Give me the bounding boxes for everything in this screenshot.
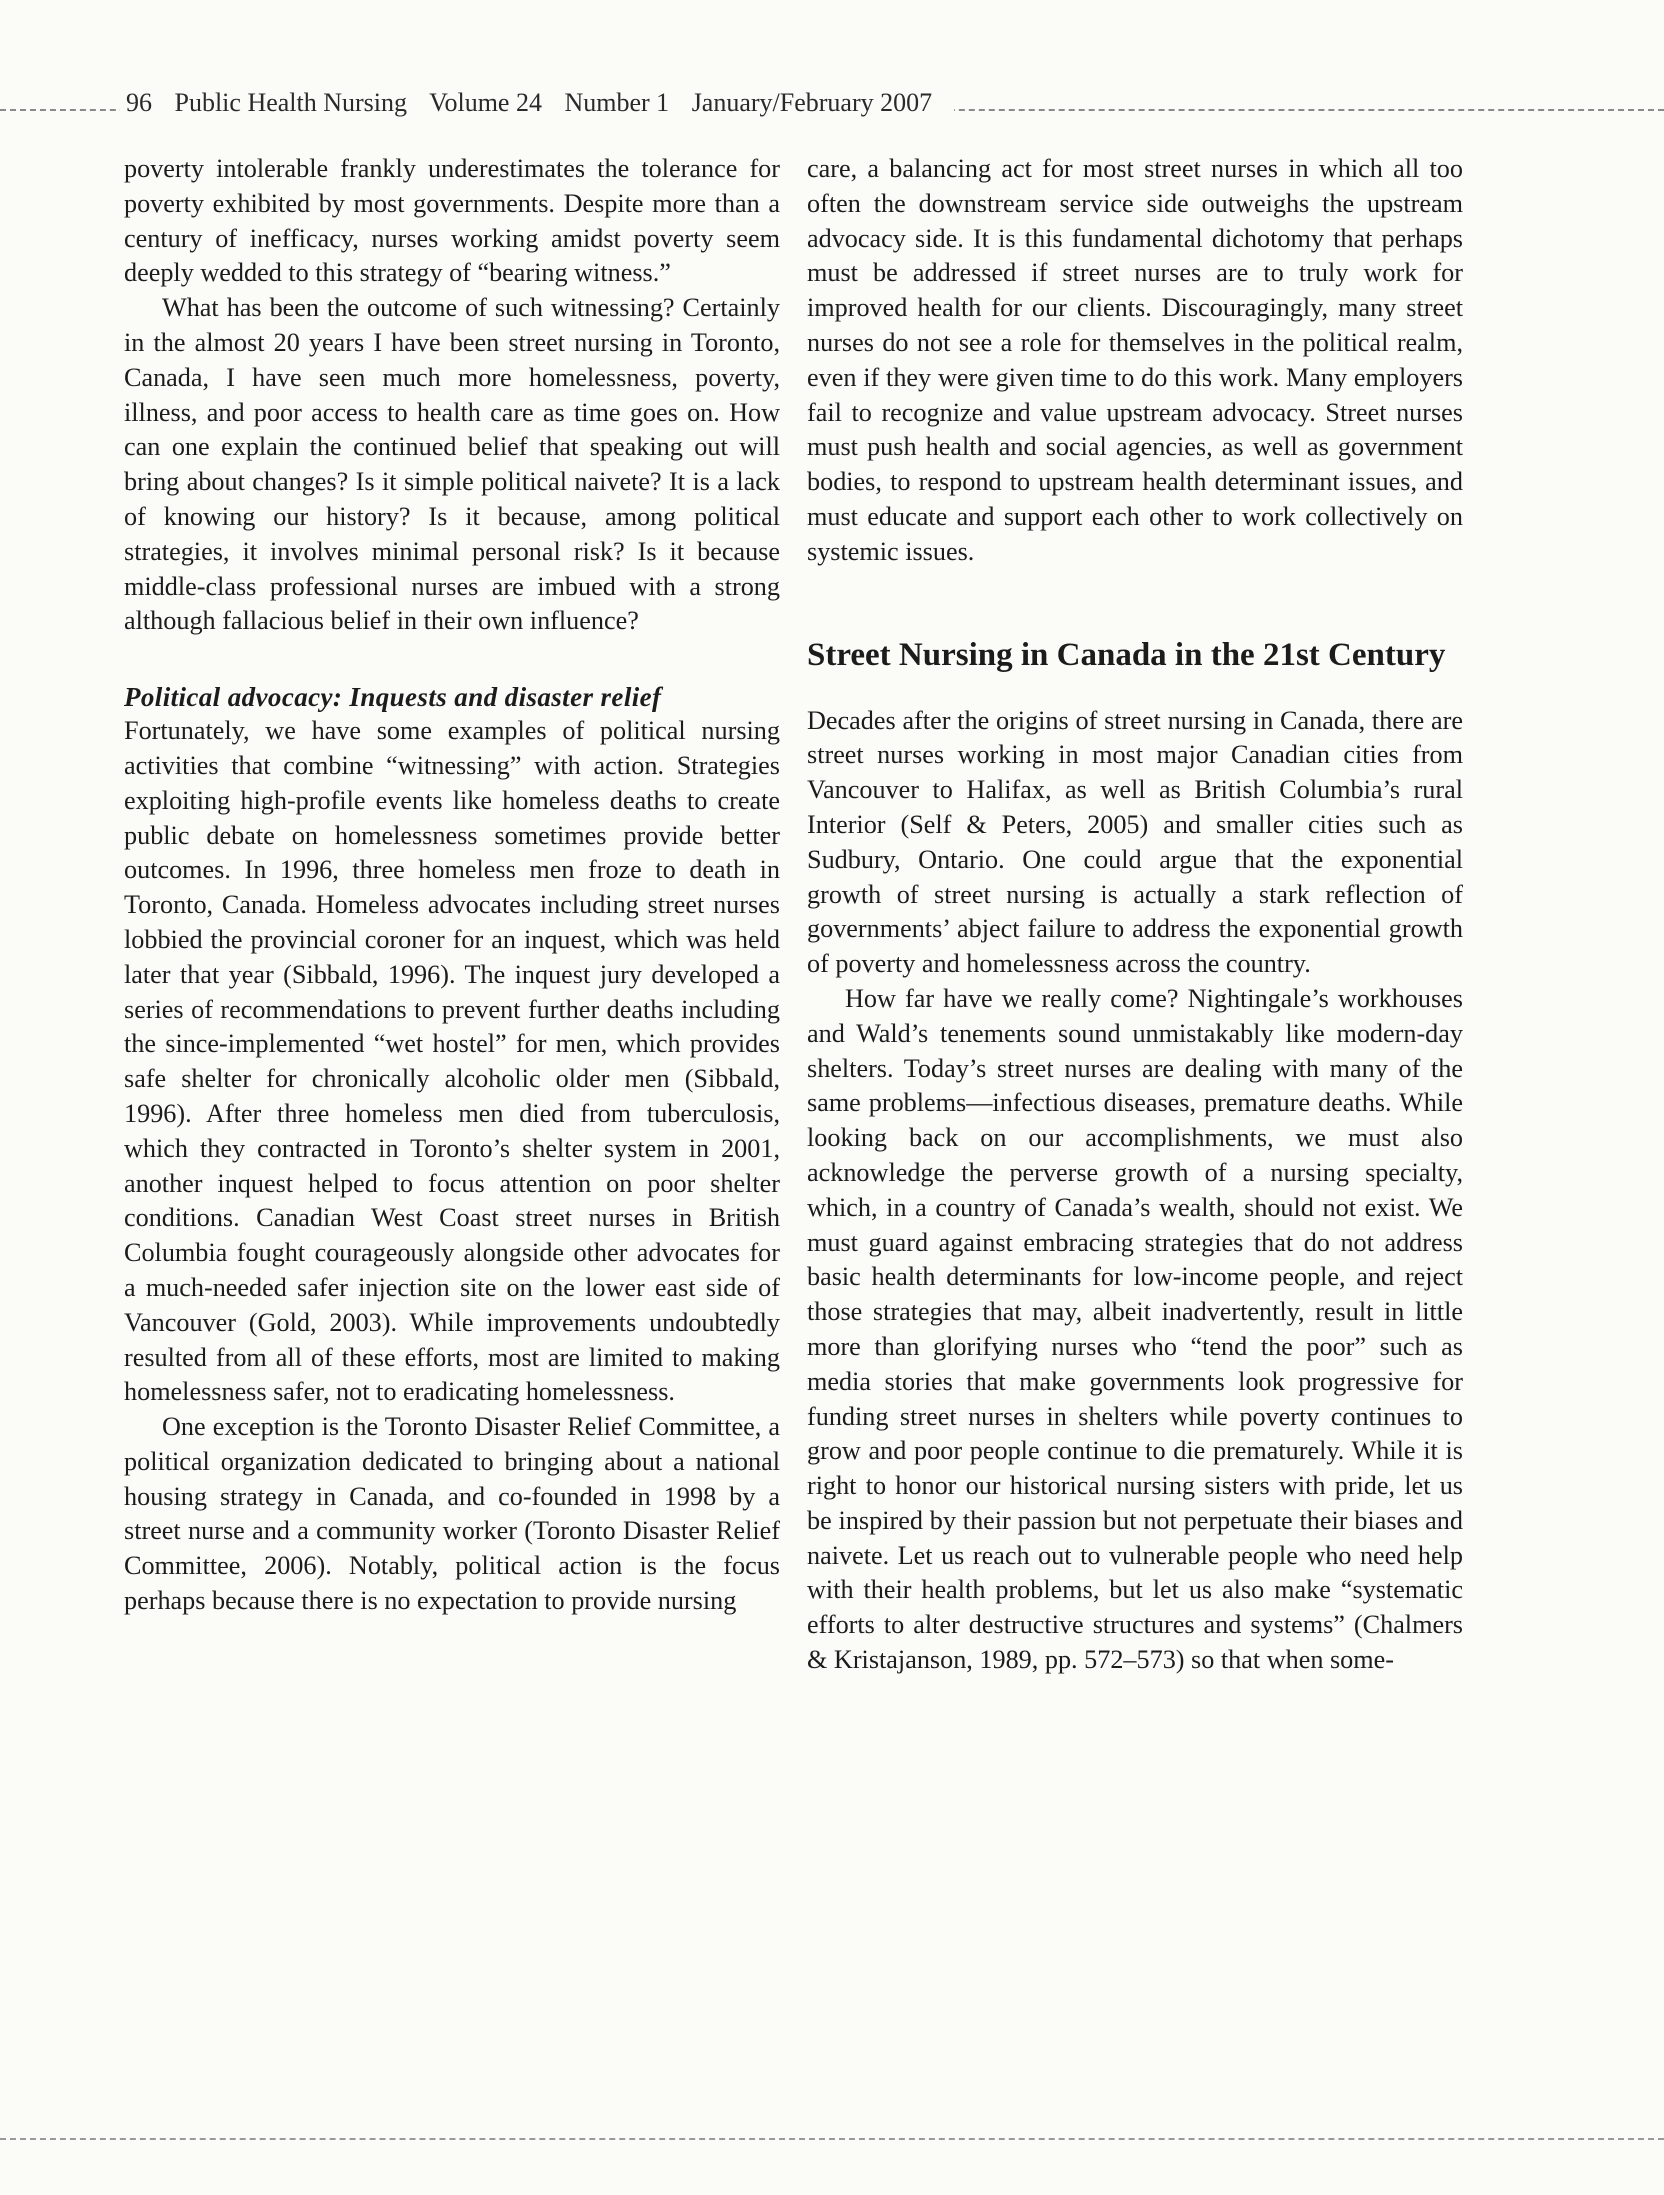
subheading: Political advocacy: Inquests and disaster relief — [124, 682, 662, 713]
issue-number: Number 1 — [564, 88, 670, 117]
paragraph: What has been the outcome of such witnessing? Certainly in the almost 20 years I have been street nursing in Toronto, Canada, I have seen much more homelessness, poverty, illness, and poor access to health care as time goes on. How can one explain the continued belief that speaking out will bring about changes? Is it simple political naivete? It is a lack of knowing our history? Is it because, among political strategies, it involves minimal personal risk? Is it because middle-class professional nurses are imbued with a strong although fallacious belief in their own influence? — [124, 293, 780, 636]
paragraph: Decades after the origins of street nursing in Canada, there are street nurses working in most major Canadian cities from Vancouver to Halifax, as well as British Columbia’s rural Interior (Self & Peters, 2005) and smaller cities such as Sudbury, Ontario. One could argue that the exponential growth of street nursing is actually a stark reflection of governments’ abject failure to address the exponential growth of poverty and homelessness across the country. — [807, 705, 1463, 979]
paragraph: How far have we really come? Nightingale’s workhouses and Wald’s tenements sound unmistakably like modern-day shelters. Today’s street nurses are dealing with many of the same problems—infectious diseases, premature deaths. While looking back on our accomplishments, we must also acknowledge the perverse growth of a nursing specialty, which, in a country of Canada’s wealth, should not exist. We must guard against embracing strategies that do not address basic health determinants for low-income people, and reject those strategies that may, albeit inadvertently, result in little more than glorifying nurses who “tend the poor” such as media stories that make governments look progressive for funding street nurses in shelters while poverty continues to grow and poor people continue to die prematurely. While it is right to honor our historical nursing sisters with pride, let us be inspired by their passion but not perpetuate their biases and naivete. Let us reach out to vulnerable people who need help with their health problems, but let us also make “systematic efforts to alter destructive structures and systems” (Chalmers & Kristajanson, 1989, pp. 572–573) so that when some- — [807, 983, 1463, 1675]
journal-name: Public Health Nursing — [174, 88, 408, 117]
right-column — [807, 152, 1463, 1678]
paragraph: One exception is the Toronto Disaster Relief Committee, a political organization dedicated to bringing about a national housing strategy in Canada, and co-founded in 1998 by a street nurse and a community worker (Toronto Disaster Relief Committee, 2006). Notably, political action is the focus perhaps because there is no expectation to provide nursing — [124, 1412, 780, 1616]
left-column — [124, 152, 780, 1619]
header-text — [120, 88, 954, 118]
paragraph: Fortunately, we have some examples of political nursing activities that combine “witnessing” with action. Strategies exploiting high-profile events like homeless deaths to create public debate on homelessness sometimes provide better outcomes. In 1996, three homeless men froze to death in Toronto, Canada. Homeless advocates including street nurses lobbied the provincial coroner for an inquest, which was held later that year (Sibbald, 1996). The inquest jury developed a series of recommendations to prevent further deaths including the since-implemented “wet hostel” for men, which provides safe shelter for chronically alcoholic older men (Sibbald, 1996). After three homeless men died from tuberculosis, which they contracted in Toronto’s shelter system in 2001, another inquest helped to focus attention on poor shelter conditions. Canadian West Coast street nurses in British Columbia fought courageously alongside other advocates for a much-needed safer injection site on the lower east side of Vancouver (Gold, 2003). While improvements undoubtedly resulted from all of these efforts, most are limited to making homelessness safer, not to eradicating homelessness. — [124, 716, 780, 1407]
volume: Volume 24 — [429, 88, 542, 117]
running-header — [0, 88, 1664, 128]
issue-date: January/February 2007 — [691, 88, 933, 117]
page-number: 96 — [126, 88, 152, 117]
paragraph: poverty intolerable frankly underestimates the tolerance for poverty exhibited by most governments. Despite more than a century of inefficacy, nurses working amidst poverty seem deeply wedded to this strategy of “bearing witness.” — [124, 154, 780, 288]
footer-rule — [0, 2138, 1664, 2140]
paragraph: care, a balancing act for most street nurses in which all too often the downstream service side outweighs the upstream advocacy side. It is this fundamental dichotomy that perhaps must be addressed if street nurses are to truly work for improved health for our clients. Discouragingly, many street nurses do not see a role for themselves in the political realm, even if they were given time to do this work. Many employers fail to recognize and value upstream advocacy. Street nurses must push health and social agencies, as well as government bodies, to respond to upstream health determinant issues, and must educate and support each other to work collectively on systemic issues. — [807, 154, 1463, 566]
section-heading: Street Nursing in Canada in the 21st Century — [807, 636, 1446, 673]
